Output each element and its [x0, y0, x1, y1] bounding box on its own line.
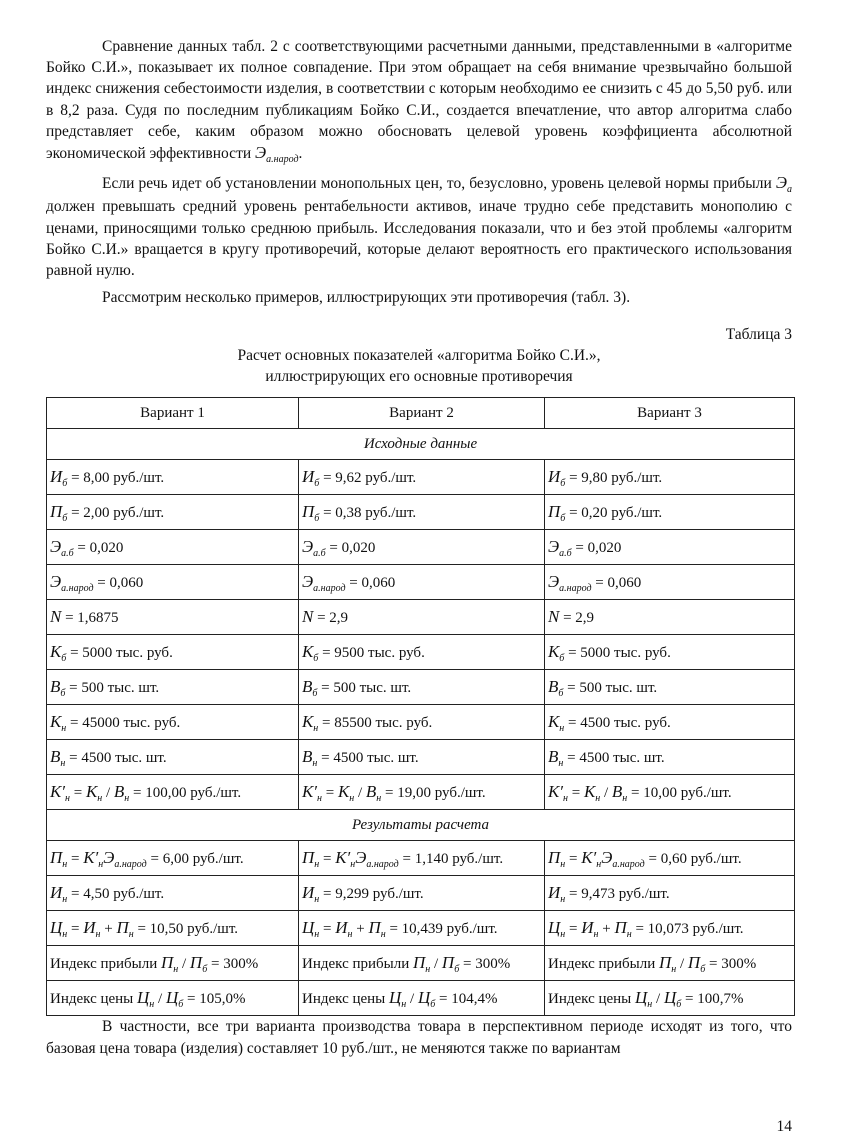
paragraph-2 — [46, 172, 792, 281]
paragraph-tail: В частности, все три варианта производства товара в перспективном периоде исходят из того, что базовая цена товара (изделия) составляет 10 руб./шт., не меняются также по вариантам — [46, 1018, 792, 1057]
table-cell: $Э_{а.б} = 0,020$ — [545, 530, 795, 565]
table-cell: N = 2,9 — [299, 600, 545, 635]
table-cell: $К_н = 45000$ тыс. руб. — [47, 705, 299, 740]
table-cell: $К_н = 85500$ тыс. руб. — [299, 705, 545, 740]
table-title-line-1: Расчет основных показателей «алгоритма Бойко С.И.», — [237, 347, 601, 365]
table-cell: N = 1,6875 — [47, 600, 299, 635]
table-row — [47, 670, 795, 705]
table-cell: $Ц_н = И_н + П_н = 10,073$ руб./шт. — [545, 911, 795, 946]
document-page — [46, 36, 792, 1059]
table-row — [47, 981, 795, 1016]
table-row — [47, 600, 795, 635]
table-cell: $К_б = 5000$ тыс. руб. — [47, 635, 299, 670]
table-row — [47, 705, 795, 740]
header-variant-3: Вариант 3 — [545, 398, 795, 429]
symbol-e: Э — [255, 143, 267, 163]
table-cell: $К'_н = К_н / В_н = 100,00$ руб./шт. — [47, 775, 299, 810]
table-cell: $Э_{а.народ} = 0,060$ — [545, 565, 795, 600]
paragraph-2-text-b: должен превышать средний уровень рентабельности активов, иначе трудно себе представить монополию с ценами, приносящими только среднюю прибыль. Исследования показали, что и без этой проблемы «алгоритм Бойко С.И.» вращается в кругу противоречий, которые делают вероятность его практического использования равной нулю. — [46, 198, 792, 280]
table-cell: Индекс прибыли $П_н / П_б = 300\%$ — [47, 946, 299, 981]
table-row — [47, 635, 795, 670]
table-cell: $П_н = К'_нЭ_{а.народ} = 0,60$ руб./шт. — [545, 841, 795, 876]
comparison-table — [46, 397, 795, 1016]
table-row — [47, 495, 795, 530]
table-cell: $Э_{а.б} = 0,020$ — [299, 530, 545, 565]
table-cell: Индекс цены $Ц_н / Ц_б = 100,7\%$ — [545, 981, 795, 1016]
table-cell: N = 2,9 — [545, 600, 795, 635]
table-row — [47, 841, 795, 876]
table-cell: $В_б = 500$ тыс. шт. — [545, 670, 795, 705]
table-header-row — [47, 398, 795, 429]
symbol-subscript: а — [787, 184, 792, 196]
section-row-input — [47, 429, 795, 460]
table-cell: $И_б = 8,00$ руб./шт. — [47, 460, 299, 495]
header-variant-1: Вариант 1 — [47, 398, 299, 429]
table-cell: $Э_{а.народ} = 0,060$ — [299, 565, 545, 600]
table-cell: $И_б = 9,62$ руб./шт. — [299, 460, 545, 495]
table-cell: $В_б = 500$ тыс. шт. — [299, 670, 545, 705]
table-cell: Индекс прибыли $П_н / П_б = 300\%$ — [299, 946, 545, 981]
table-label: Таблица 3 — [725, 326, 792, 344]
table-cell: $П_н = К'_нЭ_{а.народ} = 6,00$ руб./шт. — [47, 841, 299, 876]
section-input-title: Исходные данные — [47, 429, 795, 460]
table-row — [47, 775, 795, 810]
table-cell: $В_н = 4500$ тыс. шт. — [299, 740, 545, 775]
table-cell: $Ц_н = И_н + П_н = 10,439$ руб./шт. — [299, 911, 545, 946]
sentence-end: . — [298, 145, 303, 163]
table-cell: Индекс цены $Ц_н / Ц_б = 105,0\%$ — [47, 981, 299, 1016]
page-number: 14 — [776, 1118, 792, 1135]
paragraph-1-text: Сравнение данных табл. 2 с соответствующими расчетными данными, представленными в «алгоритме Бойко С.И.», показывает их полное совпадение. При этом обращает на себя внимание чрезвычайно большой индекс снижения себестоимости изделия, в соответствии с которым необходимо ее снизить с 45 до 5,50 руб. или в 8,2 раза. Судя по последним публикациям Бойко С.И., создается впечатление, что автор алгоритма слабо представляет себе, каким образом можно обосновать целевой уровень коэффициента абсолютной экономической эффективности — [46, 38, 792, 163]
table-cell: $Ц_н = И_н + П_н = 10,50$ руб./шт. — [47, 911, 299, 946]
paragraph-2-text-a: Если речь идет об установлении монопольных цен, то, безусловно, уровень целевой нормы прибыли — [102, 175, 772, 193]
table-cell: $К_б = 9500$ тыс. руб. — [299, 635, 545, 670]
table-row — [47, 460, 795, 495]
table-row — [47, 530, 795, 565]
paragraph-3: Рассмотрим несколько примеров, иллюстрирующих эти противоречия (табл. 3). — [102, 289, 631, 307]
table-cell: $К_н = 4500$ тыс. руб. — [545, 705, 795, 740]
table-cell: $Э_{а.народ} = 0,060$ — [47, 565, 299, 600]
table-cell: Индекс прибыли $П_н / П_б = 300\%$ — [545, 946, 795, 981]
table-cell: $П_б = 0,20$ руб./шт. — [545, 495, 795, 530]
table-row — [47, 740, 795, 775]
table-cell: $И_н = 4,50$ руб./шт. — [47, 876, 299, 911]
header-variant-2: Вариант 2 — [299, 398, 545, 429]
table-cell: $П_н = К'_нЭ_{а.народ} = 1,140$ руб./шт. — [299, 841, 545, 876]
table-cell: $П_б = 0,38$ руб./шт. — [299, 495, 545, 530]
table-cell: $В_н = 4500$ тыс. шт. — [47, 740, 299, 775]
symbol-subscript: а.народ — [266, 154, 299, 166]
table-cell: $В_н = 4500$ тыс. шт. — [545, 740, 795, 775]
table-cell: $П_б = 2,00$ руб./шт. — [47, 495, 299, 530]
section-results-title: Результаты расчета — [47, 810, 795, 841]
table-cell: $К'_н = К_н / В_н = 19,00$ руб./шт. — [299, 775, 545, 810]
table-cell: $И_б = 9,80$ руб./шт. — [545, 460, 795, 495]
symbol-e: Э — [775, 173, 787, 193]
paragraph-1 — [46, 36, 792, 166]
table-title-line-2: иллюстрирующих его основные противоречия — [265, 368, 573, 386]
table-cell: $К'_н = К_н / В_н = 10,00$ руб./шт. — [545, 775, 795, 810]
table-cell: Индекс цены $Ц_н / Ц_б = 104,4\%$ — [299, 981, 545, 1016]
table-row — [47, 876, 795, 911]
table-cell: $И_н = 9,473$ руб./шт. — [545, 876, 795, 911]
table-cell: $И_н = 9,299$ руб./шт. — [299, 876, 545, 911]
section-row-results — [47, 810, 795, 841]
table-row — [47, 911, 795, 946]
table-cell: $В_б = 500$ тыс. шт. — [47, 670, 299, 705]
table-cell: $К_б = 5000$ тыс. руб. — [545, 635, 795, 670]
table-row — [47, 565, 795, 600]
table-cell: $Э_{а.б} = 0,020$ — [47, 530, 299, 565]
table-row — [47, 946, 795, 981]
